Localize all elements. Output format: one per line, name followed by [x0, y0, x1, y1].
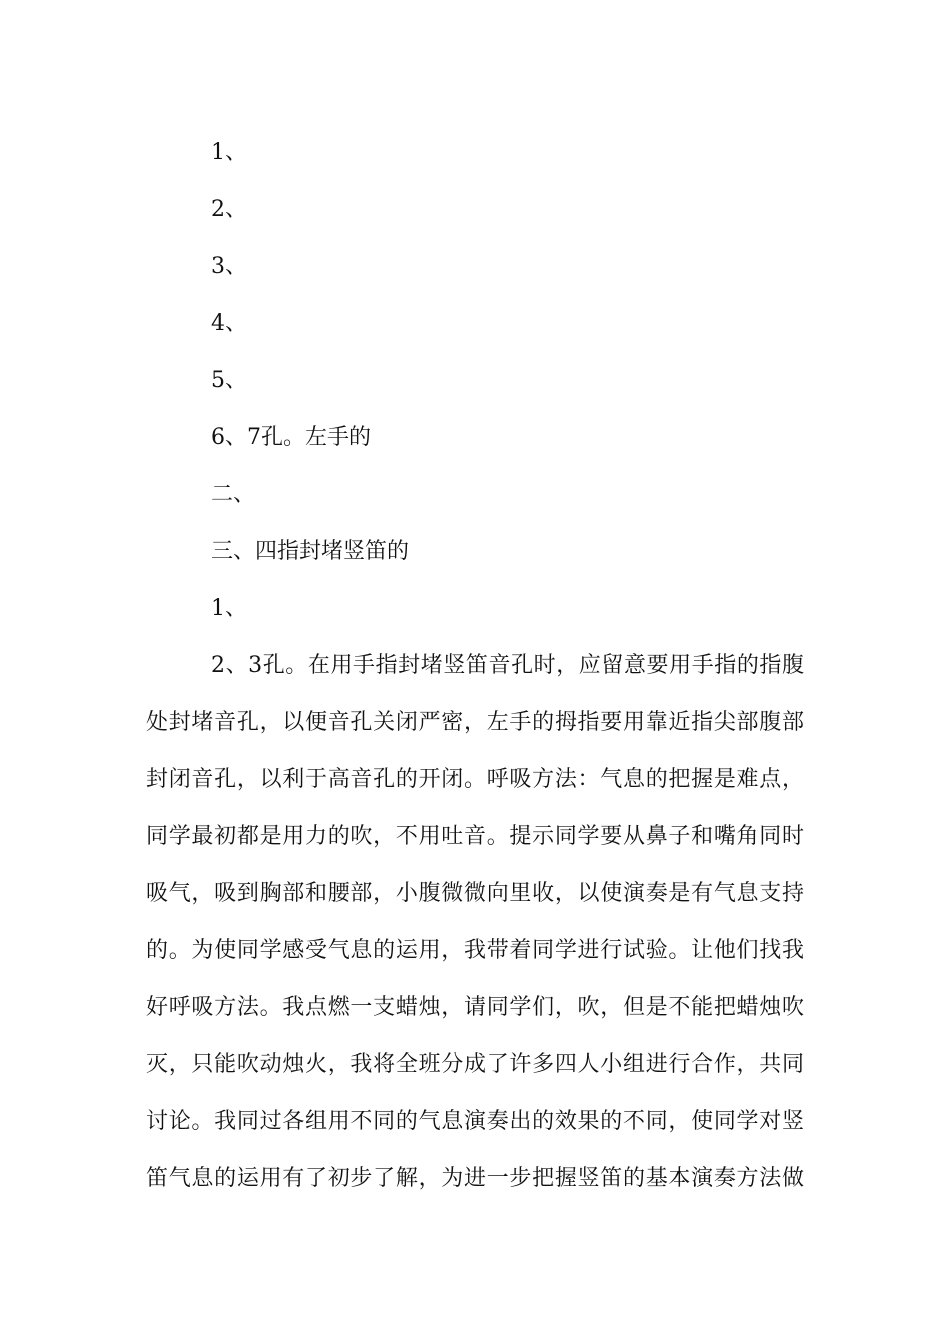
paragraph-line: 好呼吸方法。我点燃一支蜡烛，请同学们，吹，但是不能把蜡烛吹 — [146, 995, 804, 1020]
list-item: 6、7孔。左手的 — [211, 425, 371, 450]
paragraph-line: 笛气息的运用有了初步了解，为进一步把握竖笛的基本演奏方法做 — [146, 1166, 804, 1191]
paragraph-line: 灭，只能吹动烛火，我将全班分成了许多四人小组进行合作，共同 — [146, 1052, 804, 1077]
list-item: 4、 — [211, 311, 247, 336]
paragraph-line: 2、3孔。在用手指封堵竖笛音孔时，应留意要用手指的指腹 — [211, 653, 804, 678]
list-item: 1、 — [211, 596, 247, 621]
list-item: 3、 — [211, 254, 247, 279]
section-heading: 三、四指封堵竖笛的 — [211, 539, 410, 564]
paragraph-line: 处封堵音孔，以便音孔关闭严密，左手的拇指要用靠近指尖部腹部 — [146, 710, 804, 735]
list-item: 2、 — [211, 197, 247, 222]
list-item: 1、 — [211, 140, 247, 165]
paragraph-line: 的。为使同学感受气息的运用，我带着同学进行试验。让他们找我 — [146, 938, 804, 963]
section-heading: 二、 — [211, 482, 256, 507]
paragraph-line: 同学最初都是用力的吹，不用吐音。提示同学要从鼻子和嘴角同时 — [146, 824, 804, 849]
paragraph-line: 讨论。我同过各组用不同的气息演奏出的效果的不同，使同学对竖 — [146, 1109, 804, 1134]
paragraph-line: 吸气，吸到胸部和腰部，小腹微微向里收，以使演奏是有气息支持 — [146, 881, 804, 906]
list-item: 5、 — [211, 368, 247, 393]
paragraph-line: 封闭音孔，以利于高音孔的开闭。呼吸方法：气息的把握是难点， — [146, 767, 804, 792]
